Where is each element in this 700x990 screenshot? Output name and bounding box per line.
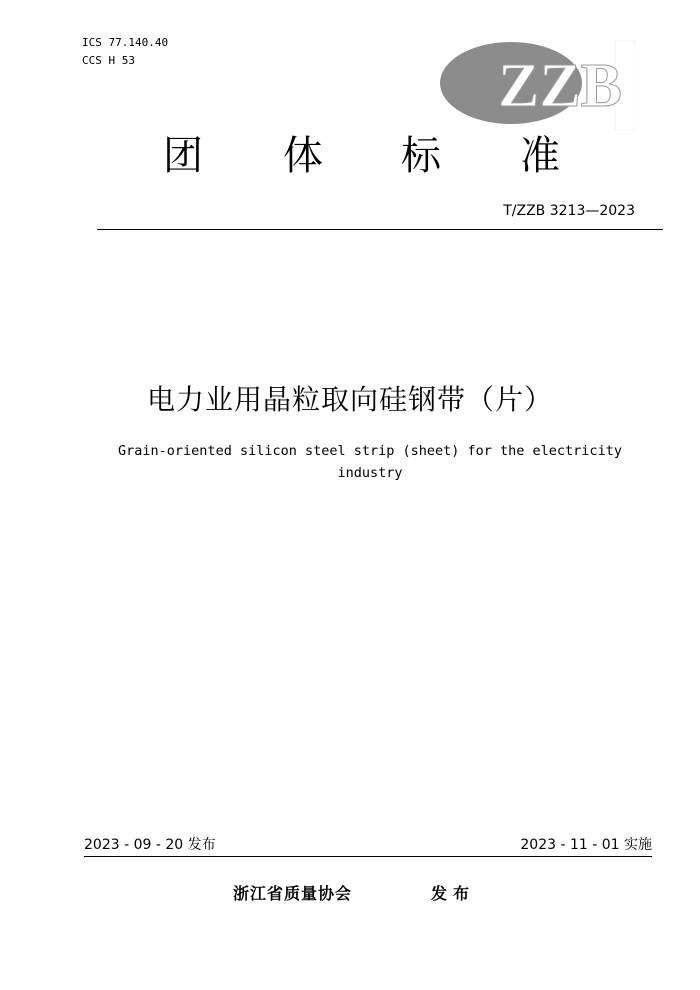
- logo-text: ZZB: [497, 52, 623, 120]
- publish-date: 2023 - 09 - 20 发布: [84, 837, 216, 853]
- publisher-action: 发布: [431, 884, 476, 903]
- top-divider: [97, 229, 663, 230]
- category-char-3: 标: [401, 133, 441, 179]
- publisher-name: 浙江省质量协会: [233, 884, 353, 903]
- title-english: Grain-oriented silicon steel strip (sheet) for the electricity industry: [118, 443, 622, 481]
- zzb-logo: [440, 40, 636, 130]
- ics-code: ICS 77.140.40: [82, 36, 169, 49]
- category-char-4: 准: [520, 133, 560, 179]
- title-chinese: 电力业用晶粒取向硅钢带（片）: [146, 383, 553, 416]
- standard-number: T/ZZB 3213—2023: [503, 203, 635, 219]
- publisher-line: [0, 881, 700, 905]
- document-category: [0, 128, 700, 184]
- category-char-2: 体: [283, 133, 323, 179]
- implementation-date: 2023 - 11 - 01 实施: [520, 837, 652, 853]
- category-char-1: 团: [163, 133, 203, 179]
- bottom-divider: [84, 856, 652, 857]
- ccs-code: CCS H 53: [82, 54, 135, 67]
